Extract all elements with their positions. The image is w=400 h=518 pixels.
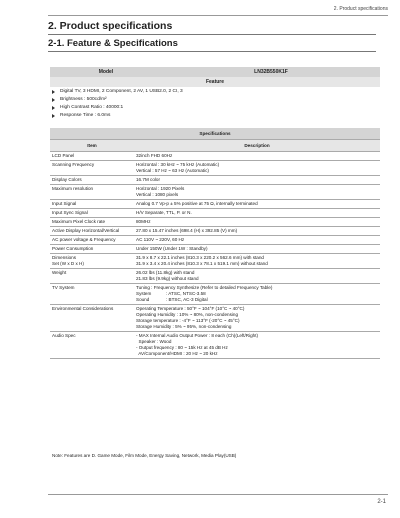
feature-text: Brightness : 500cd/m²	[60, 97, 107, 102]
spec-item: Maximum Pixel Clock rate	[50, 218, 134, 227]
header-divider	[48, 15, 388, 16]
model-row	[50, 67, 380, 77]
spec-desc-line: Operating Humidity : 10% ~ 80%, non-condensing	[136, 312, 239, 317]
spec-description	[134, 236, 380, 245]
feature-table	[50, 67, 380, 87]
section-tag: 2. Product specifications	[333, 6, 388, 12]
spec-item: Weight	[50, 269, 134, 284]
spec-row	[50, 176, 380, 185]
spec-desc-line: Speaker : Wood	[136, 339, 172, 344]
spec-description	[134, 200, 380, 209]
feature-text: High Contrast Ratio : 40000:1	[60, 105, 124, 110]
spec-description	[134, 305, 380, 332]
spec-desc-line: Horizontal : 1920 Pixels	[136, 186, 185, 191]
feature-text: Response Time : 6.0ms	[60, 113, 111, 118]
spec-desc-line: AV/Component/HDMI : 20 Hz ~ 20 kHz	[136, 351, 218, 356]
spec-item: Active Display Horizontal/Vertical	[50, 227, 134, 236]
spec-description	[134, 254, 380, 269]
spec-title-row	[50, 128, 380, 140]
spec-sub-value: : ATSC, NTSC-3.58	[166, 291, 206, 296]
spec-row	[50, 332, 380, 359]
spec-item: Power Consumption	[50, 245, 134, 254]
spec-table	[50, 128, 380, 359]
spec-row	[50, 269, 380, 284]
bullet-triangle-icon	[52, 114, 55, 118]
feature-item	[52, 96, 183, 104]
spec-desc-line: Storage temperature : -4°F ~ 113°F (-20°C ~ 45°C)	[136, 318, 240, 323]
spec-row	[50, 227, 380, 236]
spec-description	[134, 245, 380, 254]
spec-row	[50, 236, 380, 245]
spec-row	[50, 284, 380, 305]
spec-desc-line: Horizontal : 30 kHz ~ 75 kHz (Automatic)	[136, 162, 220, 167]
spec-row	[50, 218, 380, 227]
spec-sub-row	[136, 297, 378, 303]
note-text: Note: Features are D. Game Mode, Film Mode, Energy Saving, Network, Media Play(USB)	[52, 453, 237, 458]
spec-description	[134, 218, 380, 227]
spec-desc-line: Operating Temperature : 50°F ~ 104°F (10°C ~ 40°C)	[136, 306, 245, 311]
page-title: 2. Product specifications	[48, 20, 173, 32]
spec-description	[134, 161, 380, 176]
spec-row	[50, 161, 380, 176]
spec-desc-line: Vertical : 57 Hz ~ 63 Hz (Automatic)	[136, 168, 209, 173]
spec-sub-key: System	[136, 291, 152, 296]
spec-item: Input Sync Signal	[50, 209, 134, 218]
spec-item: Audio Spec	[50, 332, 134, 359]
spec-item: Input Signal	[50, 200, 134, 209]
spec-row	[50, 209, 380, 218]
spec-desc-line: 31.9 x 8.7 x 22.1 inches (810.3 x 220.2 x 562.6 mm) with stand	[136, 255, 264, 260]
feature-item	[52, 88, 183, 96]
spec-desc-line: Storage Humidity : 5% ~ 95%, non-condensing	[136, 324, 232, 329]
section-subtitle: 2-1. Feature & Specifications	[48, 38, 178, 49]
spec-sub-value: : BTSC, AC-3 Digital	[166, 297, 208, 302]
spec-row	[50, 185, 380, 200]
spec-desc-line: AC 110V ~ 220V, 60 Hz	[136, 237, 185, 242]
spec-item: Dimensions Set (W x D x H)	[50, 254, 134, 269]
spec-desc-line: 27.80 x 15.47 inches (698.4 (H) x 392.85 (V) mm)	[136, 228, 238, 233]
spec-item: Display Colors	[50, 176, 134, 185]
spec-desc-line: 26.02 lbs (11.8kg) with stand	[136, 270, 195, 275]
feature-row	[50, 77, 380, 87]
spec-desc-line: 16.7M color	[136, 177, 161, 182]
spec-row	[50, 152, 380, 161]
spec-description	[134, 176, 380, 185]
spec-sub-key: Sound	[136, 297, 150, 302]
spec-desc-line: H/V Separate, TTL, P. or N.	[136, 210, 192, 215]
bullet-triangle-icon	[52, 90, 55, 94]
spec-description	[134, 152, 380, 161]
spec-desc-line: Vertical : 1080 pixels	[136, 192, 179, 197]
spec-description	[134, 332, 380, 359]
spec-title: Specifications	[50, 128, 380, 140]
spec-description	[134, 227, 380, 236]
spec-description	[134, 269, 380, 284]
spec-description	[134, 209, 380, 218]
spec-desc-line: Analog 0.7 Vp-p ± 5% positive at 75 Ω, internally terminated	[136, 201, 258, 206]
spec-row	[50, 305, 380, 332]
col-desc-header: Description	[134, 140, 380, 152]
spec-desc-line: 31.9 x 3.4 x 20.4 inches (810.3 x 78.1 x 519.1 mm) without stand	[136, 261, 268, 266]
spec-item: LCD Panel	[50, 152, 134, 161]
spec-desc-line: - Output frequency : 80 ~ 15k Hz at 45 dB Hz	[136, 345, 228, 350]
spec-item: Scanning Frequency	[50, 161, 134, 176]
spec-item: AC power voltage & Frequency	[50, 236, 134, 245]
spec-desc-line: Under 150W (Under 1W : Standby)	[136, 246, 208, 251]
spec-row	[50, 245, 380, 254]
spec-desc-line: 32inch FHD 60Hz	[136, 153, 173, 158]
spec-header-row	[50, 140, 380, 152]
page-number: 2-1	[377, 499, 386, 505]
spec-item: TV System	[50, 284, 134, 305]
spec-desc-line: Tuning : Frequency Synthesize (Refer to detailed Frequency Table)	[136, 285, 273, 290]
spec-row	[50, 200, 380, 209]
title-divider	[48, 34, 376, 35]
feature-label: Feature	[205, 79, 225, 85]
spec-description	[134, 185, 380, 200]
col-item-header: Item	[50, 140, 134, 152]
footer-divider	[48, 494, 388, 495]
bullet-triangle-icon	[52, 98, 55, 102]
feature-text: Digital TV, 3 HDMI, 2 Component, 2 AV, 1 USB2.0, 2 CI, 3	[60, 89, 183, 94]
spec-row	[50, 254, 380, 269]
model-label: Model	[98, 69, 114, 75]
feature-item	[52, 112, 183, 120]
feature-item	[52, 104, 183, 112]
spec-description	[134, 284, 380, 305]
spec-desc-line: 21.83 lbs (9.9kg) without stand	[136, 276, 199, 281]
spec-item: Environmental Considerations	[50, 305, 134, 332]
model-value: LN32B550K1F	[254, 69, 288, 75]
spec-desc-line: 80MHz	[136, 219, 151, 224]
subtitle-divider	[48, 51, 376, 52]
spec-desc-line: - MAX Internal Audio Output Power : 8 each (Ch)(Left/Right)	[136, 333, 259, 338]
bullet-triangle-icon	[52, 106, 55, 110]
feature-list	[52, 88, 183, 120]
spec-item: Maximum resolution	[50, 185, 134, 200]
